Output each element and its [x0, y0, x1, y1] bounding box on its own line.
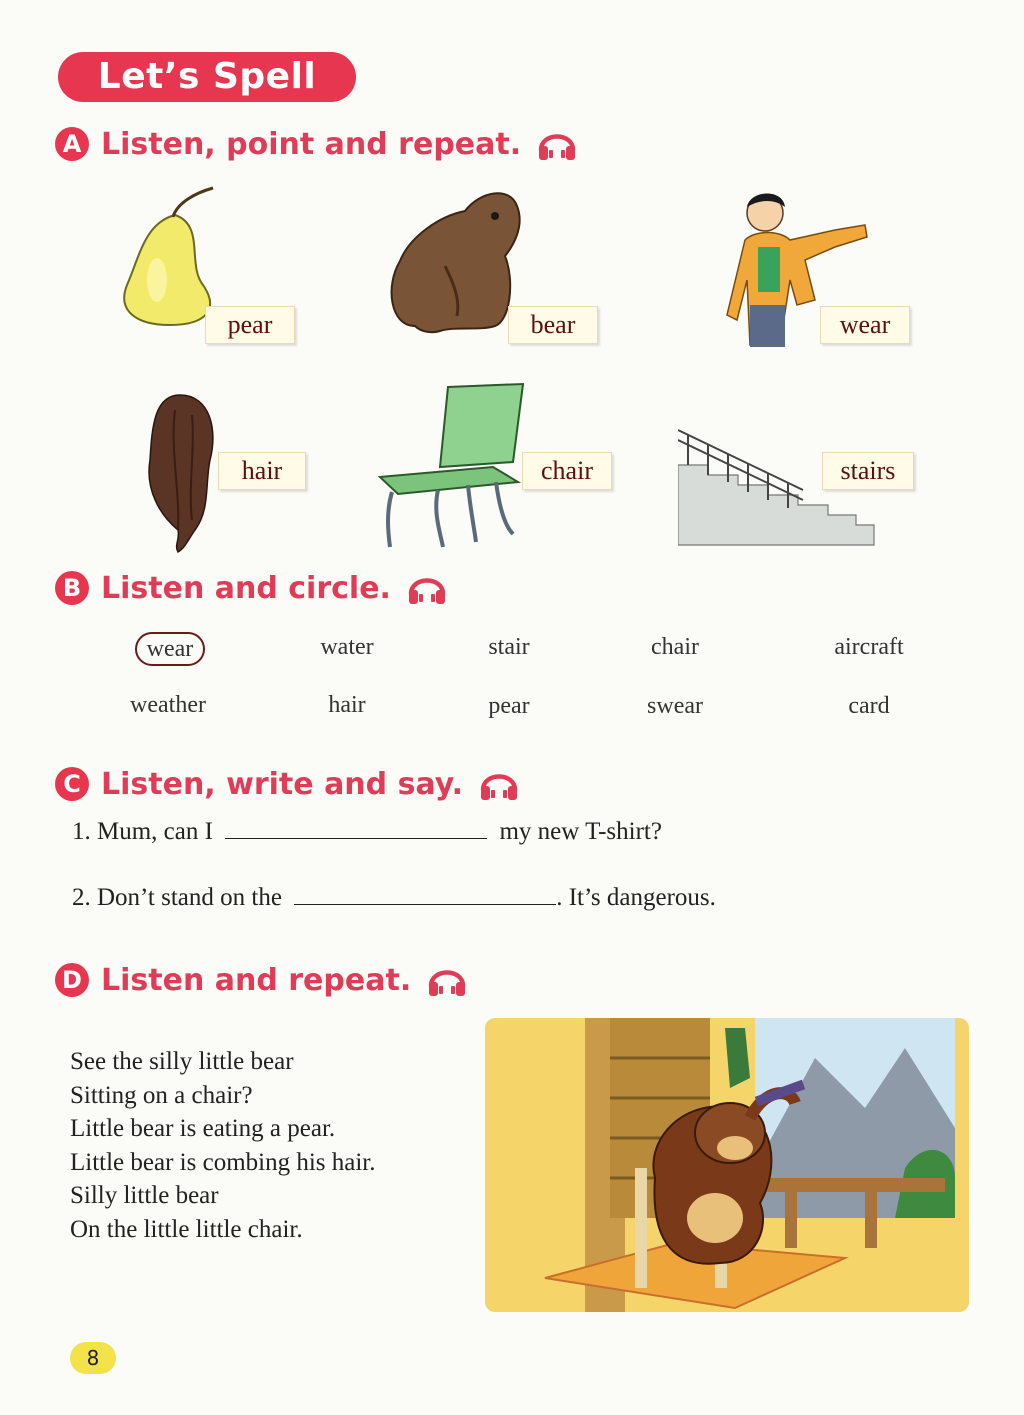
poem-line: Little bear is eating a pear. [70, 1115, 336, 1142]
circle-option[interactable]: hair [328, 692, 366, 718]
answer-blank-2[interactable] [294, 886, 556, 905]
circle-option[interactable]: chair [651, 634, 699, 660]
headphones-icon[interactable] [477, 764, 521, 804]
headphones-icon[interactable] [405, 568, 449, 608]
section-c-letter: C [55, 767, 89, 801]
poem-line: Sitting on a chair? [70, 1081, 253, 1109]
poem-line: Little bear is combing his hair. [70, 1148, 376, 1176]
hair-illustration [140, 390, 220, 555]
sentence-1: 1. Mum, can I my new T-shirt? [72, 818, 662, 845]
word-tag-stairs: stairs [822, 452, 914, 490]
circle-option[interactable] [95, 632, 245, 666]
word-tag-bear: bear [508, 306, 598, 344]
chair-illustration [378, 382, 528, 552]
section-a-heading [55, 124, 579, 164]
section-a-letter: A [55, 127, 89, 161]
section-b-title: Listen and circle. [101, 570, 391, 606]
circle-option[interactable]: weather [130, 692, 206, 718]
circled-word: wear [135, 632, 206, 666]
section-b-heading [55, 568, 449, 608]
word-tag-hair: hair [218, 452, 306, 490]
poem-line: On the little little chair. [70, 1215, 303, 1243]
headphones-icon[interactable] [535, 124, 579, 164]
word-tag-chair: chair [522, 452, 612, 490]
circle-option[interactable]: water [320, 634, 374, 660]
section-c-title: Listen, write and say. [101, 766, 463, 802]
bear-combing-hair-illustration [485, 1018, 969, 1312]
poem [70, 1045, 376, 1246]
headphones-icon[interactable] [425, 960, 469, 1000]
answer-blank-1[interactable] [225, 820, 487, 839]
section-b-letter: B [55, 571, 89, 605]
circle-option[interactable]: aircraft [834, 634, 904, 660]
poem-line: Silly little bear [70, 1182, 219, 1209]
section-d-title: Listen and repeat. [101, 962, 412, 998]
section-a-title: Listen, point and repeat. [101, 126, 522, 162]
page-banner: Let’s Spell [58, 52, 356, 102]
poem-line: See the silly little bear [70, 1048, 294, 1075]
circle-option[interactable]: swear [647, 693, 703, 719]
circle-option[interactable]: card [848, 693, 890, 719]
word-tag-pear: pear [205, 306, 295, 344]
section-d-heading [55, 960, 469, 1000]
circle-option[interactable]: stair [488, 634, 530, 660]
section-c-heading [55, 764, 521, 804]
word-tag-wear: wear [820, 306, 910, 344]
section-d-letter: D [55, 963, 89, 997]
sentence-2: 2. Don’t stand on the . It’s dangerous. [72, 884, 716, 911]
page-number: 8 [70, 1342, 116, 1374]
circle-option[interactable]: pear [488, 693, 530, 719]
